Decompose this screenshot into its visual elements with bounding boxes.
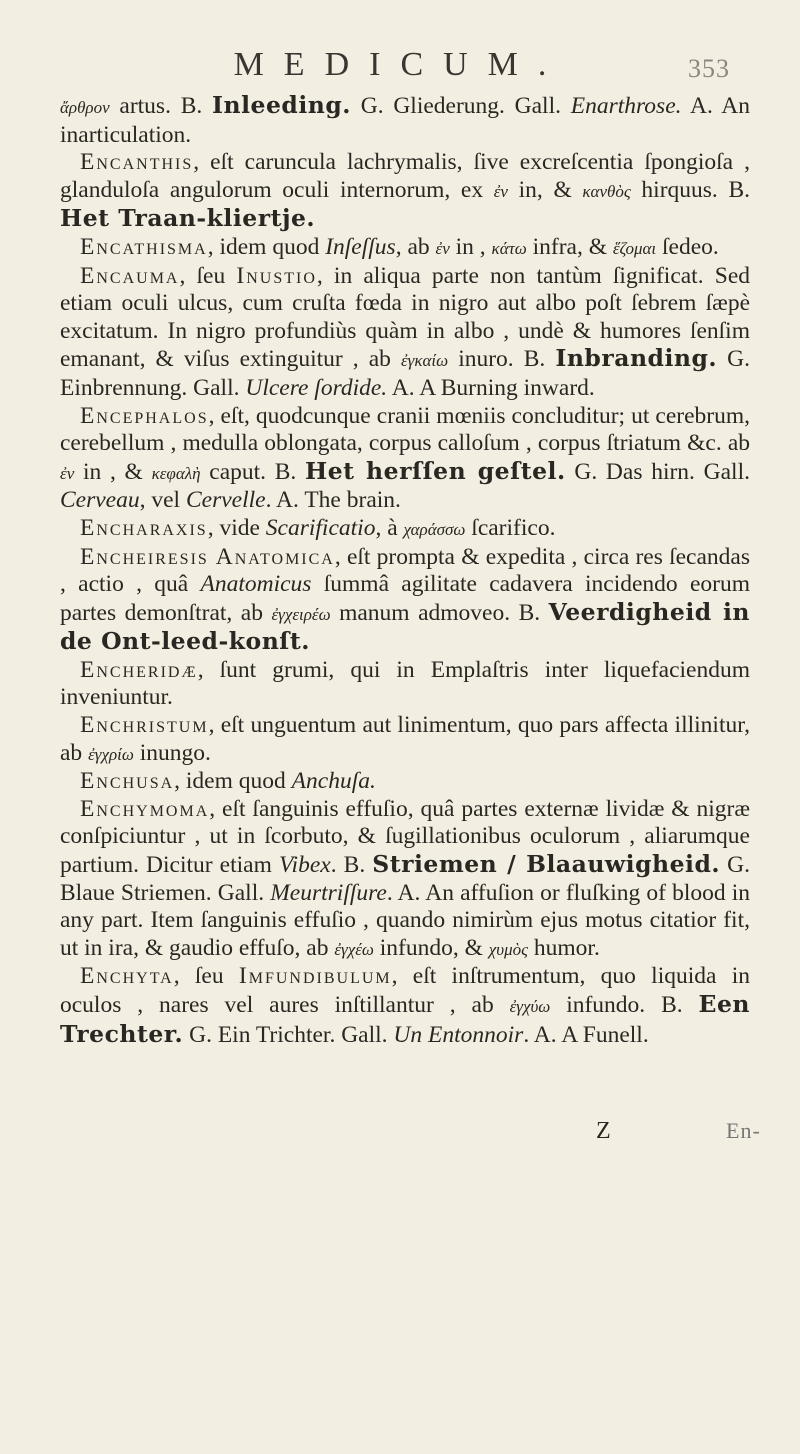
greek-word: ἐν (493, 181, 508, 201)
entry-text: ſedeo. (656, 233, 719, 260)
entry-text: G. Einbrennung. Gall. (60, 346, 751, 401)
signature-mark: Z (596, 1118, 611, 1144)
italic-term: Anatomicus (200, 571, 312, 598)
entry-enchristum (60, 712, 750, 768)
entry-text: inuro. B. (448, 346, 556, 373)
italic-term: Inſeſſus (325, 233, 396, 260)
entry-encheridae (60, 657, 750, 712)
headword: Encanthis (80, 149, 194, 176)
entry-text: G. Gliederung. Gall. (350, 93, 571, 119)
entry-text: manum admoveo. B. (330, 599, 549, 626)
headword: Inustio (236, 262, 317, 289)
entry-text: , ſeu (179, 262, 237, 289)
entry-text: , vel (139, 487, 186, 514)
headword: Encathisma (80, 233, 208, 260)
page-footer (0, 1118, 800, 1148)
blackletter-text: Striemen / Blaauwigheid. (372, 850, 721, 879)
entry-text: , in aliqua parte non tantùm ſignificat. Sed etiam oculi ulcus, cum cruſta fœda in nigro aut albo poſt ſebrem ſæpè excitatum. In nigro profundiùs quàm in albo , undè & humores ſenſim emanant, & viſus extinguitur , ab (60, 262, 750, 373)
entry-text: , eſt inſtrumentum, quo liquida in oculos , nares vel aures inſtillantur , ab (60, 963, 751, 1018)
entry-text: in, & (507, 176, 583, 203)
entry-encharaxis (60, 515, 750, 544)
entry-text: , ſunt grumi, qui in Emplaſtris inter liquefaciendum inveniuntur. (60, 656, 750, 711)
entry-text: infundo, & (373, 934, 489, 961)
greek-word: κανθὸς (582, 181, 631, 201)
page-header (0, 46, 800, 90)
page-number: 353 (688, 54, 730, 83)
entry-text: inungo. (133, 739, 211, 766)
headword: Encheridæ (80, 656, 198, 683)
blackletter-text: Inleeding. (212, 91, 351, 119)
headword: Enchristum (80, 712, 209, 739)
headword: Imfundibulum (238, 963, 392, 990)
entry-text: G. Das hirn. Gall. (565, 458, 750, 485)
dictionary-text (60, 92, 750, 1049)
entry-text: . B. (330, 852, 373, 879)
entry-enchusa (60, 768, 750, 796)
entry-text: G. Blaue Striemen. Gall. (60, 852, 750, 906)
italic-term: Meurtriſſure (270, 879, 387, 906)
greek-word: ἐν (435, 238, 450, 258)
entry-text: ſummâ agilitate cadavera incidendo eorum partes demonſtrat, ab (60, 571, 750, 626)
italic-term: Un Entonnoir (393, 1021, 524, 1048)
italic-term: Scarificatio (265, 514, 376, 541)
catchword: En- (726, 1118, 761, 1143)
entry-text: in , (449, 233, 492, 260)
italic-term: Ulcere ſordide. (245, 374, 388, 401)
greek-word: χυμὸς (488, 939, 529, 959)
entry-text: A. A Burning inward. (387, 374, 595, 401)
entry-text: caput. B. (200, 458, 306, 485)
entry-encathisma (60, 234, 750, 263)
greek-word: ἐγχύω (509, 997, 551, 1016)
entry-text: , à (375, 514, 404, 541)
italic-term: Anchuſa. (291, 768, 376, 795)
blackletter-text: Inbranding. (555, 344, 718, 373)
entry-enchyta (60, 963, 750, 1049)
greek-word: ἐγκαίω (400, 351, 449, 371)
headword: Enchyta (80, 963, 174, 990)
entry-text: , idem quod (207, 233, 326, 260)
headword: Encheiresis Anatomica (80, 543, 335, 570)
headword: Encharaxis (80, 514, 208, 541)
greek-word: κάτω (491, 238, 527, 258)
italic-term: Cervelle (185, 487, 266, 514)
greek-word: ἄρθρον (60, 98, 110, 117)
greek-word: χαράσσω (403, 519, 466, 539)
greek-word: ἐγχειρέω (271, 604, 331, 624)
entry-text: infundo. B. (550, 992, 699, 1018)
italic-term: Cerveau (60, 487, 140, 514)
entry-encauma (60, 263, 750, 403)
greek-word: κεφαλὴ (151, 463, 201, 483)
italic-term: Enarthrose. (570, 93, 682, 119)
entry-text: . A. A Funell. (523, 1021, 649, 1048)
blackletter-text: Een Trechter. (60, 990, 750, 1048)
entry-text: infra, & (526, 233, 613, 260)
blackletter-text: Het herſſen geſtel. (305, 456, 566, 485)
entry-text: , eſt prompta & expedita , circa res ſecandas , actio , quâ (60, 543, 750, 598)
entry-text: , eſt unguentum aut linimentum, quo pars affecta illinitur, ab (60, 712, 750, 766)
entry-text: , ab (395, 233, 436, 260)
greek-word: ἕζομαι (612, 238, 657, 258)
entry-text: artus. B. (109, 93, 212, 119)
entry-text: ſcarifico. (465, 514, 556, 541)
greek-word: ἐν (60, 463, 75, 483)
entry-text: in , & (74, 458, 152, 485)
entry-encanthis (60, 149, 750, 234)
entry-enarthrosis-cont (60, 92, 750, 149)
italic-term: Vibex (278, 852, 331, 879)
headword: Encephalos (80, 402, 209, 429)
entry-text: , eſt, quodcunque cranii mœniis concluditur; ut cerebrum, cerebellum , medulla oblongata, corpus calloſum , corpus ſtriatum &c. ab (60, 402, 750, 457)
entry-encheiresis (60, 544, 750, 657)
entry-text: , vide (207, 514, 266, 541)
entry-text: , eſt caruncula lachrymalis, ſive excreſcentia ſpongioſa , glanduloſa angulorum oculi internorum, ex (60, 149, 750, 203)
running-head: MEDICUM. (233, 46, 567, 83)
entry-text: humor. (528, 934, 600, 961)
entry-text: G. Ein Trichter. Gall. (183, 1021, 394, 1048)
entry-text: hirquus. B. (630, 176, 750, 203)
headword: Encauma (80, 262, 180, 289)
entry-text: , idem quod (174, 768, 292, 795)
entry-text: , ſeu (173, 963, 239, 990)
entry-text: , eſt ſanguinis effuſio, quâ partes externæ lividæ & nigræ conſpiciuntur , ut in ſcorbuto, & ſugillationibus oculorum , aliarumque partium. Dicitur etiam (60, 795, 750, 879)
entry-text: . A. An affuſion or fluſking of blood in any part. Item ſanguinis effuſio , quando nimirùm ejus motus citatior fit, ut in ira, & gaudio effuſo, ab (60, 879, 751, 961)
greek-word: ἐγχρίω (88, 744, 134, 764)
headword: Enchusa (80, 768, 175, 795)
entry-encephalos (60, 403, 750, 515)
blackletter-text: Het Traan-kliertje. (60, 204, 316, 233)
entry-text: A. An inarticulation. (60, 93, 750, 148)
entry-text: . A. The brain. (265, 487, 401, 514)
entry-enchymoma (60, 796, 750, 964)
headword: Enchymoma (80, 795, 210, 822)
greek-word: ἐγχέω (334, 939, 374, 959)
blackletter-text: Veerdigheid in de Ont-leed-konſt. (60, 597, 750, 656)
